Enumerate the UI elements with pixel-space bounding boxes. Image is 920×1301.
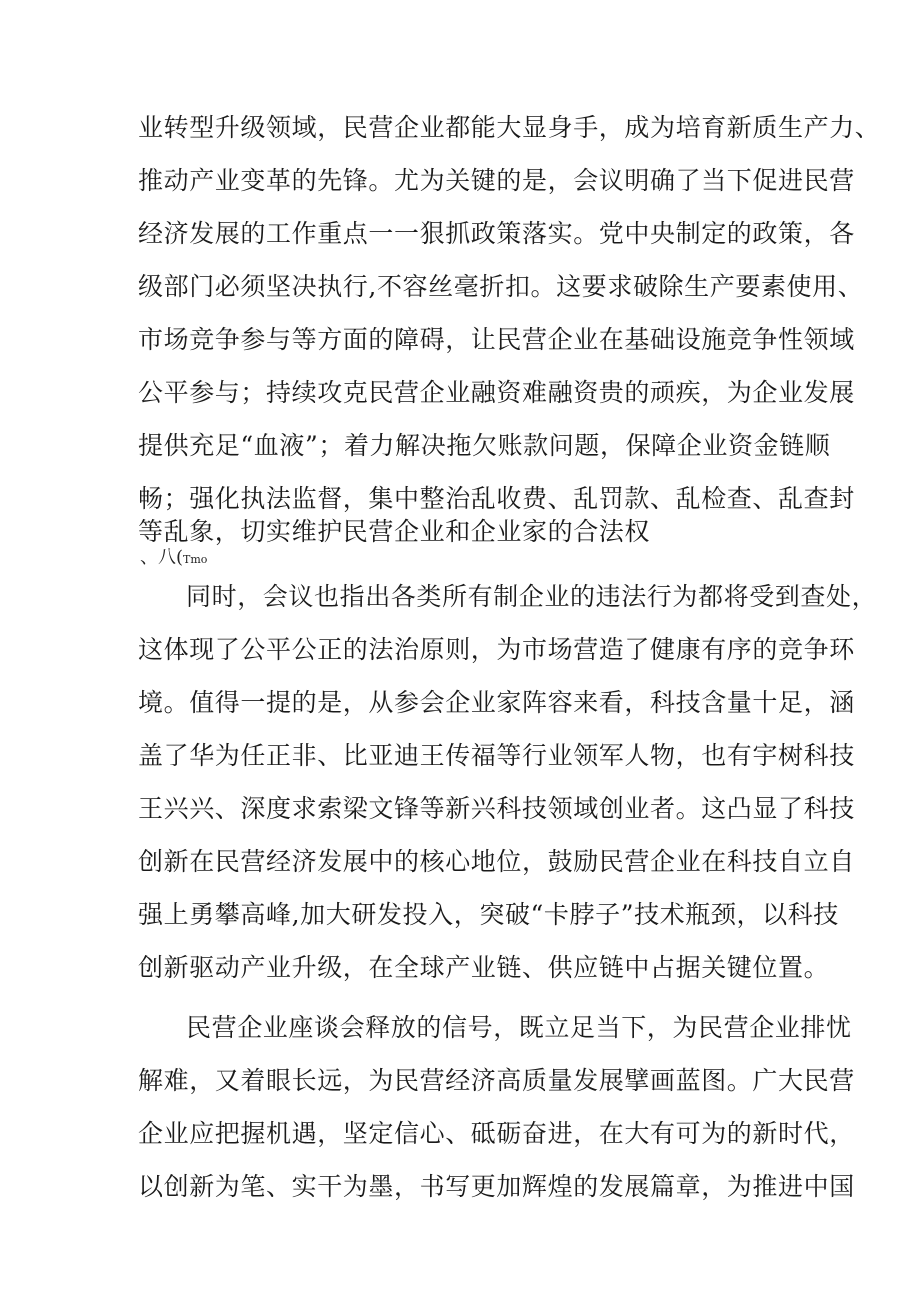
paragraph-2-line-3: 境。值得一提的是，从参会企业家阵容来看，科技含量十足，涵 — [138, 688, 855, 717]
paragraph-2-line-5: 王兴兴、深度求索梁文锋等新兴科技领域创业者。这凸显了科技 — [138, 794, 855, 823]
paragraph-1-line-3: 经济发展的工作重点一一狠抓政策落实。党中央制定的政策，各 — [138, 219, 855, 248]
paragraph-3-line-3: 企业应把握机遇，坚定信心、砥砺奋进，在大有可为的新时代， — [138, 1119, 855, 1148]
paragraph-1-line-7: 提供充足“血液”；着力解决拖欠账款问题，保障企业资金链顺 — [138, 431, 831, 460]
stray-mark-main: 、八( — [140, 547, 184, 568]
paragraph-3-line-4: 以创新为笔、实干为墨，书写更加辉煌的发展篇章，为推进中国 — [138, 1172, 855, 1201]
paragraph-1-line-6: 公平参与；持续攻克民营企业融资难融资贵的顽疾，为企业发展 — [138, 378, 855, 407]
paragraph-1-line-5: 市场竞争参与等方面的障碍，让民营企业在基础设施竞争性领域 — [138, 325, 855, 354]
paragraph-2-line-7: 强上勇攀高峰,加大研发投入，突破“卡脖子”技术瓶颈，以科技 — [138, 900, 839, 929]
paragraph-2-line-2: 这体现了公平公正的法治原则，为市场营造了健康有序的竞争环 — [138, 635, 855, 664]
paragraph-2-line-4: 盖了华为任正非、比亚迪王传福等行业领军人物，也有宇树科技 — [138, 741, 855, 770]
stray-mark-small: Tmo — [183, 553, 208, 566]
paragraph-1-line-4: 级部门必须坚决执行,不容丝毫折扣。这要求破除生产要素使用、 — [138, 272, 864, 301]
paragraph-2-line-1: 同时，会议也指出各类所有制企业的违法行为都将受到查处， — [186, 582, 878, 611]
paragraph-1-line-1: 业转型升级领域，民营企业都能大显身手，成为培育新质生产力、 — [138, 113, 881, 142]
paragraph-3-line-1: 民营企业座谈会释放的信号，既立足当下，为民营企业排忧 — [186, 1013, 852, 1042]
paragraph-2-line-8: 创新驱动产业升级，在全球产业链、供应链中占据关键位置。 — [138, 953, 830, 982]
paragraph-1-line-2: 推动产业变革的先锋。尤为关键的是，会议明确了当下促进民营 — [138, 166, 855, 195]
paragraph-1-line-9: 等乱象，切实维护民营企业和企业家的合法权 — [138, 517, 651, 546]
paragraph-2-line-6: 创新在民营经济发展中的核心地位，鼓励民营企业在科技自立自 — [138, 847, 855, 876]
paragraph-1-line-8: 畅；强化执法监督，集中整治乱收费、乱罚款、乱检查、乱查封 — [138, 484, 855, 513]
paragraph-3-line-2: 解难，又着眼长远，为民营经济高质量发展擘画蓝图。广大民营 — [138, 1066, 855, 1095]
stray-mark — [140, 546, 207, 572]
